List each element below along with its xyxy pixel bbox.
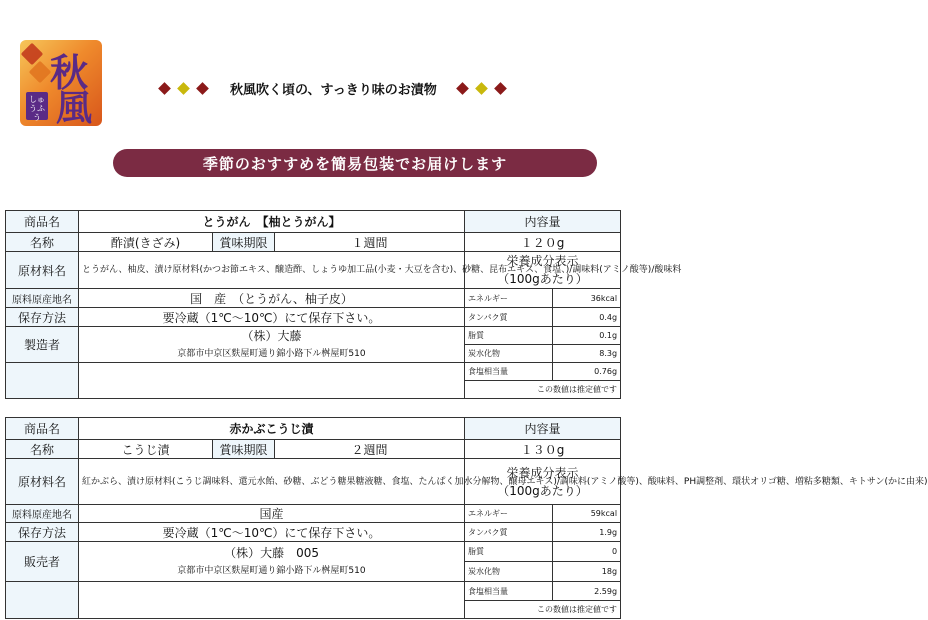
autumn-wind-logo bbox=[20, 40, 102, 129]
fat-label: 脂質 bbox=[465, 327, 553, 345]
content-label: 内容量 bbox=[465, 211, 621, 233]
origin-value: 国 産 （とうがん、柚子皮） bbox=[79, 289, 465, 308]
estimate-note: この数値は推定値です bbox=[465, 601, 621, 619]
best-before-value: ２週間 bbox=[275, 440, 465, 459]
salt-value: 0.76g bbox=[553, 363, 621, 381]
fat-value: 0 bbox=[553, 542, 621, 562]
logo-subtitle: しゅうふう bbox=[26, 92, 48, 120]
nutrition-per: （100gあたり） bbox=[497, 272, 588, 286]
table-row bbox=[6, 233, 621, 252]
product-label: 商品名 bbox=[6, 211, 79, 233]
logo-kanji-kaze: 風 bbox=[56, 87, 93, 129]
diamond-icon bbox=[456, 82, 469, 95]
energy-value: 36kcal bbox=[553, 289, 621, 308]
product-name: とうがん 【柚とうがん】 bbox=[79, 211, 465, 233]
product-name: 赤かぶこうじ漬 bbox=[79, 418, 465, 440]
storage-label: 保存方法 bbox=[6, 523, 79, 542]
content-label: 内容量 bbox=[465, 418, 621, 440]
maker-label: 製造者 bbox=[6, 327, 79, 363]
storage-value: 要冷蔵（1℃～10℃）にて保存下さい。 bbox=[79, 523, 465, 542]
fat-label: 脂質 bbox=[465, 542, 553, 562]
diamond-icon bbox=[196, 82, 209, 95]
seller-label: 販売者 bbox=[6, 542, 79, 582]
maker-info bbox=[79, 542, 465, 582]
table-row bbox=[6, 582, 621, 601]
table-row bbox=[6, 440, 621, 459]
carb-value: 8.3g bbox=[553, 345, 621, 363]
estimate-note: この数値は推定値です bbox=[465, 381, 621, 399]
table-row bbox=[6, 308, 621, 327]
best-before-label: 賞味期限 bbox=[213, 233, 275, 252]
maker-address: 京都市中京区麩屋町通り錦小路下ル桝屋町510 bbox=[177, 348, 366, 359]
best-before-value: １週間 bbox=[275, 233, 465, 252]
logo-kanji-aki: 秋 bbox=[50, 50, 89, 95]
maker-info bbox=[79, 327, 465, 363]
blank-cell bbox=[6, 363, 79, 399]
protein-label: タンパク質 bbox=[465, 308, 553, 327]
blank-cell bbox=[79, 363, 465, 399]
table-row bbox=[6, 459, 621, 505]
protein-value: 0.4g bbox=[553, 308, 621, 327]
category-value: 酢漬(きざみ) bbox=[79, 233, 213, 252]
energy-value: 59kcal bbox=[553, 505, 621, 523]
fat-value: 0.1g bbox=[553, 327, 621, 345]
ingredients-label: 原材料名 bbox=[6, 459, 79, 505]
origin-value: 国産 bbox=[79, 505, 465, 523]
storage-value: 要冷蔵（1℃～10℃）にて保存下さい。 bbox=[79, 308, 465, 327]
carb-label: 炭水化物 bbox=[465, 562, 553, 582]
ingredients-value: とうがん、柚皮、漬け原材料(かつお節エキス、醸造酢、しょうゆ加工品(小麦・大豆を含む)、砂糖、昆布エキス、食塩、)/調味料(アミノ酸等)/酸味料 bbox=[79, 252, 465, 289]
diamond-icon bbox=[177, 82, 190, 95]
diamond-icon bbox=[158, 82, 171, 95]
carb-value: 18g bbox=[553, 562, 621, 582]
carb-label: 炭水化物 bbox=[465, 345, 553, 363]
banner-text: 季節のおすすめを簡易包装でお届けします bbox=[202, 154, 508, 173]
table-row bbox=[6, 252, 621, 289]
name-label: 名称 bbox=[6, 233, 79, 252]
storage-label: 保存方法 bbox=[6, 308, 79, 327]
ingredients-label: 原材料名 bbox=[6, 252, 79, 289]
origin-label: 原料原産地名 bbox=[6, 505, 79, 523]
blank-cell bbox=[6, 582, 79, 619]
category-value: こうじ漬 bbox=[79, 440, 213, 459]
salt-label: 食塩相当量 bbox=[465, 363, 553, 381]
table-row bbox=[6, 418, 621, 440]
name-label: 名称 bbox=[6, 440, 79, 459]
content-value: １２０g bbox=[465, 233, 621, 252]
energy-label: エネルギー bbox=[465, 505, 553, 523]
maker-address: 京都市中京区麩屋町通り錦小路下ル桝屋町510 bbox=[177, 565, 366, 576]
table-row bbox=[6, 505, 621, 523]
table-row bbox=[6, 542, 621, 562]
protein-label: タンパク質 bbox=[465, 523, 553, 542]
table-row bbox=[6, 363, 621, 381]
product-table-2 bbox=[5, 417, 928, 619]
origin-label: 原料原産地名 bbox=[6, 289, 79, 308]
table-row bbox=[6, 211, 621, 233]
banner bbox=[113, 149, 597, 177]
diamond-icon bbox=[475, 82, 488, 95]
table-row bbox=[6, 327, 621, 345]
protein-value: 1.9g bbox=[553, 523, 621, 542]
nutrition-title: 栄養成分表示 bbox=[506, 254, 579, 268]
ingredients-value: 紅かぶら、漬け原材料(こうじ調味料、還元水飴、砂糖、ぶどう糖果糖液糖、食塩、たんぱく加水分解物、醸母エキス)/調味料(アミノ酸等)、酸味料、PH調整剤、環状オリゴ糖、増粘多糖類、キトサン(かに由来) bbox=[79, 459, 465, 505]
best-before-label: 賞味期限 bbox=[213, 440, 275, 459]
product-label: 商品名 bbox=[6, 418, 79, 440]
nutrition-title: 栄養成分表示 bbox=[506, 465, 579, 480]
maker-name: （株）大藤 bbox=[241, 328, 302, 343]
salt-label: 食塩相当量 bbox=[465, 582, 553, 601]
maker-name: （株）大藤 005 bbox=[224, 545, 319, 560]
product-table-1 bbox=[5, 210, 682, 399]
diamond-icon bbox=[494, 82, 507, 95]
nutrition-per: （100gあたり） bbox=[497, 483, 588, 498]
table-row bbox=[6, 289, 621, 308]
blank-cell bbox=[79, 582, 465, 619]
table-row bbox=[6, 523, 621, 542]
salt-value: 2.59g bbox=[553, 582, 621, 601]
headline-text: 秋風吹く頃の、すっきり味のお漬物 bbox=[230, 82, 437, 98]
content-value: １３０g bbox=[465, 440, 621, 459]
headline bbox=[155, 78, 565, 98]
energy-label: エネルギー bbox=[465, 289, 553, 308]
